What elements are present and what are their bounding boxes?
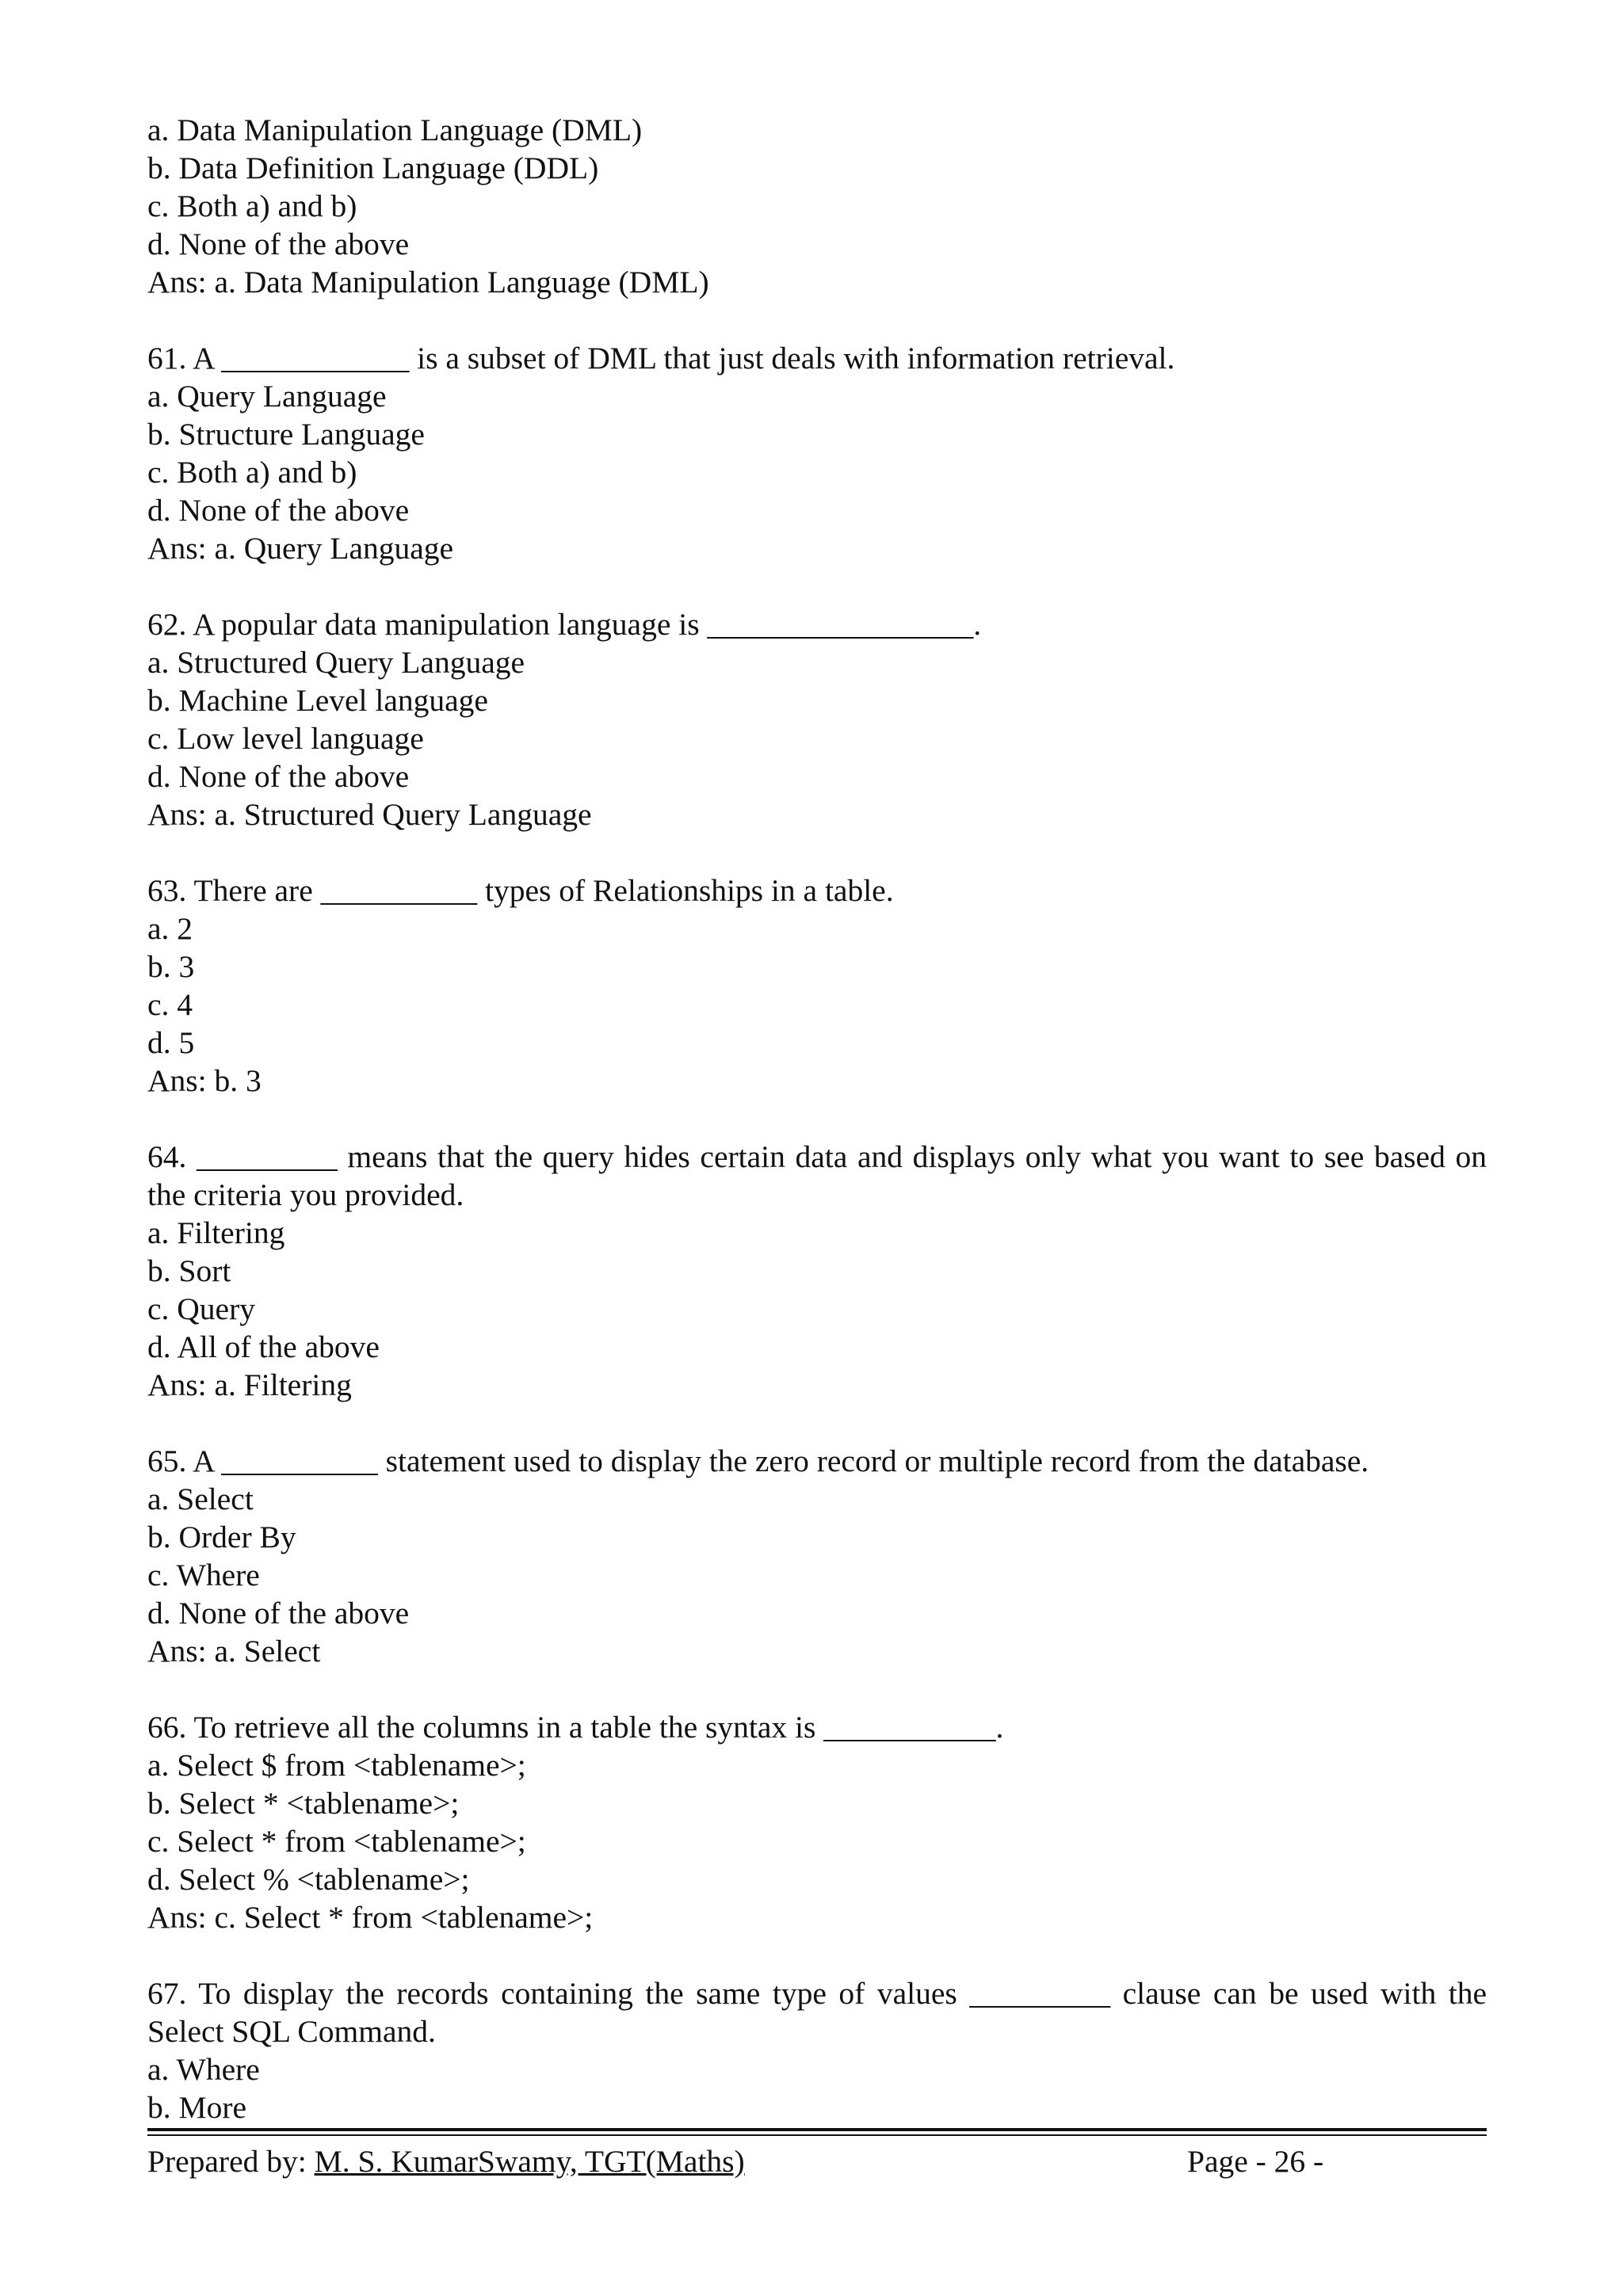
option-a: a. Where (147, 2052, 260, 2087)
option-c: c. Query (147, 1291, 255, 1326)
question-67 (147, 1974, 1487, 2126)
option-d: d. Select % <tablename>; (147, 1862, 470, 1897)
answer: Ans: a. Select (147, 1634, 321, 1669)
question-text: 67. To display the records containing the same type of values _________ clause can be used with the Select SQL Command. (147, 1976, 1487, 2049)
question-60-continuation (147, 111, 1487, 301)
prepared-label: Prepared by: (147, 2144, 315, 2179)
option-d: d. 5 (147, 1025, 195, 1060)
author-name: M. S. KumarSwamy, TGT(Maths) (314, 2144, 745, 2179)
answer: Ans: a. Query Language (147, 531, 454, 566)
option-b: b. Order By (147, 1520, 296, 1554)
answer: Ans: a. Data Manipulation Language (DML) (147, 265, 709, 299)
option-b: b. 3 (147, 949, 195, 984)
option-c: c. 4 (147, 987, 193, 1022)
option-b: b. Machine Level language (147, 683, 488, 718)
option-b: b. Data Definition Language (DDL) (147, 151, 599, 185)
option-c: c. Low level language (147, 721, 424, 756)
option-c: c. Select * from <tablename>; (147, 1824, 526, 1859)
question-63 (147, 871, 1487, 1100)
option-c: c. Where (147, 1558, 260, 1592)
option-d: d. All of the above (147, 1329, 380, 1364)
question-text: 63. There are __________ types of Relationships in a table. (147, 873, 894, 908)
option-b: b. More (147, 2090, 247, 2125)
question-text: 66. To retrieve all the columns in a table the syntax is ___________. (147, 1710, 1004, 1745)
document-body (147, 111, 1487, 2164)
option-d: d. None of the above (147, 759, 410, 794)
footer-rule-thick (147, 2128, 1487, 2131)
answer: Ans: b. 3 (147, 1063, 262, 1098)
option-b: b. Structure Language (147, 417, 425, 452)
option-a: a. Query Language (147, 379, 387, 414)
option-a: a. Select (147, 1482, 254, 1516)
question-text: 65. A __________ statement used to display the zero record or multiple record from the database. (147, 1444, 1369, 1478)
question-text: 64. _________ means that the query hides certain data and displays only what you want to see based on the criteria you provided. (147, 1139, 1487, 1212)
page-footer (147, 2139, 1487, 2183)
question-text: 61. A ____________ is a subset of DML that just deals with information retrieval. (147, 341, 1175, 376)
option-a: a. Data Manipulation Language (DML) (147, 113, 643, 147)
question-66 (147, 1708, 1487, 1936)
option-d: d. None of the above (147, 493, 410, 528)
option-d: d. None of the above (147, 1596, 410, 1630)
option-a: a. Select $ from <tablename>; (147, 1748, 526, 1783)
prepared-by (147, 2139, 745, 2183)
option-a: a. 2 (147, 911, 193, 946)
option-c: c. Both a) and b) (147, 455, 357, 490)
option-b: b. Select * <tablename>; (147, 1786, 460, 1821)
answer: Ans: c. Select * from <tablename>; (147, 1900, 594, 1935)
footer-rule-thin (147, 2134, 1487, 2136)
question-61 (147, 339, 1487, 567)
option-d: d. None of the above (147, 227, 410, 261)
option-a: a. Structured Query Language (147, 645, 525, 680)
page-number: Page - 26 - (1187, 2144, 1324, 2179)
question-64 (147, 1138, 1487, 1404)
option-a: a. Filtering (147, 1215, 285, 1250)
answer: Ans: a. Filtering (147, 1367, 352, 1402)
question-text: 62. A popular data manipulation language is _________________. (147, 607, 982, 642)
question-62 (147, 605, 1487, 833)
answer: Ans: a. Structured Query Language (147, 797, 592, 832)
option-c: c. Both a) and b) (147, 189, 357, 223)
question-65 (147, 1442, 1487, 1670)
option-b: b. Sort (147, 1253, 231, 1288)
